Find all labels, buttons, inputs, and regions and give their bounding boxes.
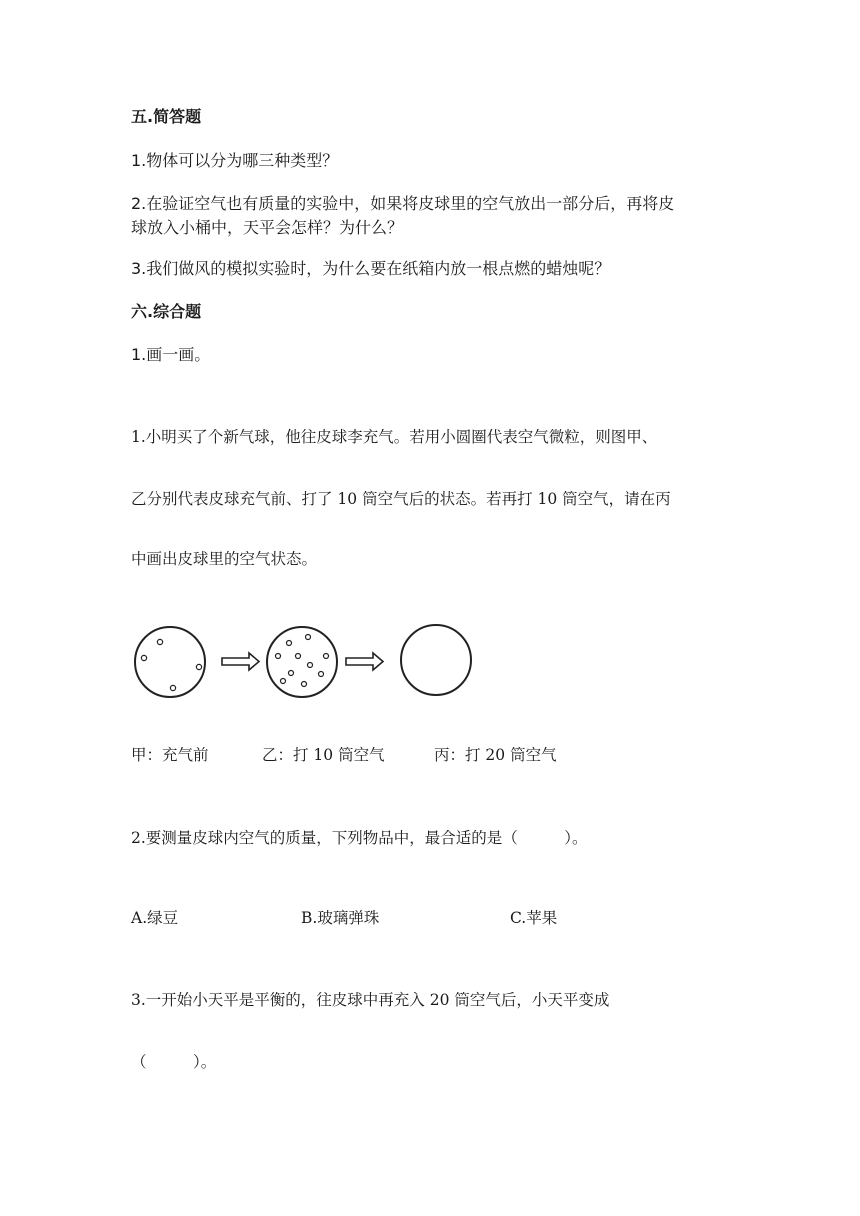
problem-3-line1: 3.一开始小天平是平衡的，往皮球中再充入 20 筒空气后，小天平变成 [131, 991, 610, 1009]
air-particle [319, 672, 324, 677]
air-particle [306, 635, 311, 640]
arrow-right-icon [346, 653, 383, 670]
air-particle [308, 663, 313, 668]
section-5-heading: 五.简答题 [131, 107, 202, 126]
air-particle [287, 641, 292, 646]
problem-3-line2: （ ）。 [131, 1053, 217, 1071]
ball-air-diagram [126, 618, 486, 704]
problem-2-question: 2.要测量皮球内空气的质量，下列物品中，最合适的是（ ）。 [131, 829, 588, 847]
air-particle [170, 685, 175, 690]
section-6-heading: 六.综合题 [131, 302, 202, 321]
air-particle [281, 679, 286, 684]
air-particle [324, 654, 329, 659]
problem-2-option-c: C.苹果 [510, 909, 558, 927]
problem-2-option-a: A.绿豆 [131, 909, 179, 927]
arrow-right-icon [222, 653, 259, 670]
air-particle [302, 682, 307, 687]
question-5-3: 3.我们做风的模拟实验时，为什么要在纸箱内放一根点燃的蜡烛呢？ [131, 259, 611, 278]
problem-2-option-b: B.玻璃弹珠 [301, 909, 380, 927]
air-particle [276, 654, 281, 659]
caption-yi: 乙：打 10 筒空气 [262, 746, 385, 764]
question-5-2-line1: 2.在验证空气也有质量的实验中，如果将皮球里的空气放出一部分后，再将皮 [131, 194, 675, 213]
air-particle [157, 639, 162, 644]
ball-bing [401, 625, 471, 695]
question-5-2-line2: 球放入小桶中，天平会怎样？为什么？ [131, 218, 404, 237]
caption-jia: 甲：充气前 [131, 746, 209, 764]
problem-1-line1: 1.小明买了个新气球，他往皮球李充气。若用小圆圈代表空气微粒，则图甲、 [131, 428, 658, 446]
ball-jia [135, 627, 205, 697]
air-particle [296, 654, 301, 659]
question-6-1: 1.画一画。 [131, 345, 211, 364]
air-particle [289, 671, 294, 676]
caption-bing: 丙：打 20 筒空气 [434, 746, 557, 764]
air-particle [141, 655, 146, 660]
question-5-1: 1.物体可以分为哪三种类型？ [131, 151, 339, 170]
problem-1-line2: 乙分别代表皮球充气前、打了 10 筒空气后的状态。若再打 10 筒空气，请在丙 [131, 490, 671, 508]
air-particle [196, 664, 201, 669]
ball-yi [267, 627, 337, 697]
problem-1-line3: 中画出皮球里的空气状态。 [131, 550, 318, 568]
